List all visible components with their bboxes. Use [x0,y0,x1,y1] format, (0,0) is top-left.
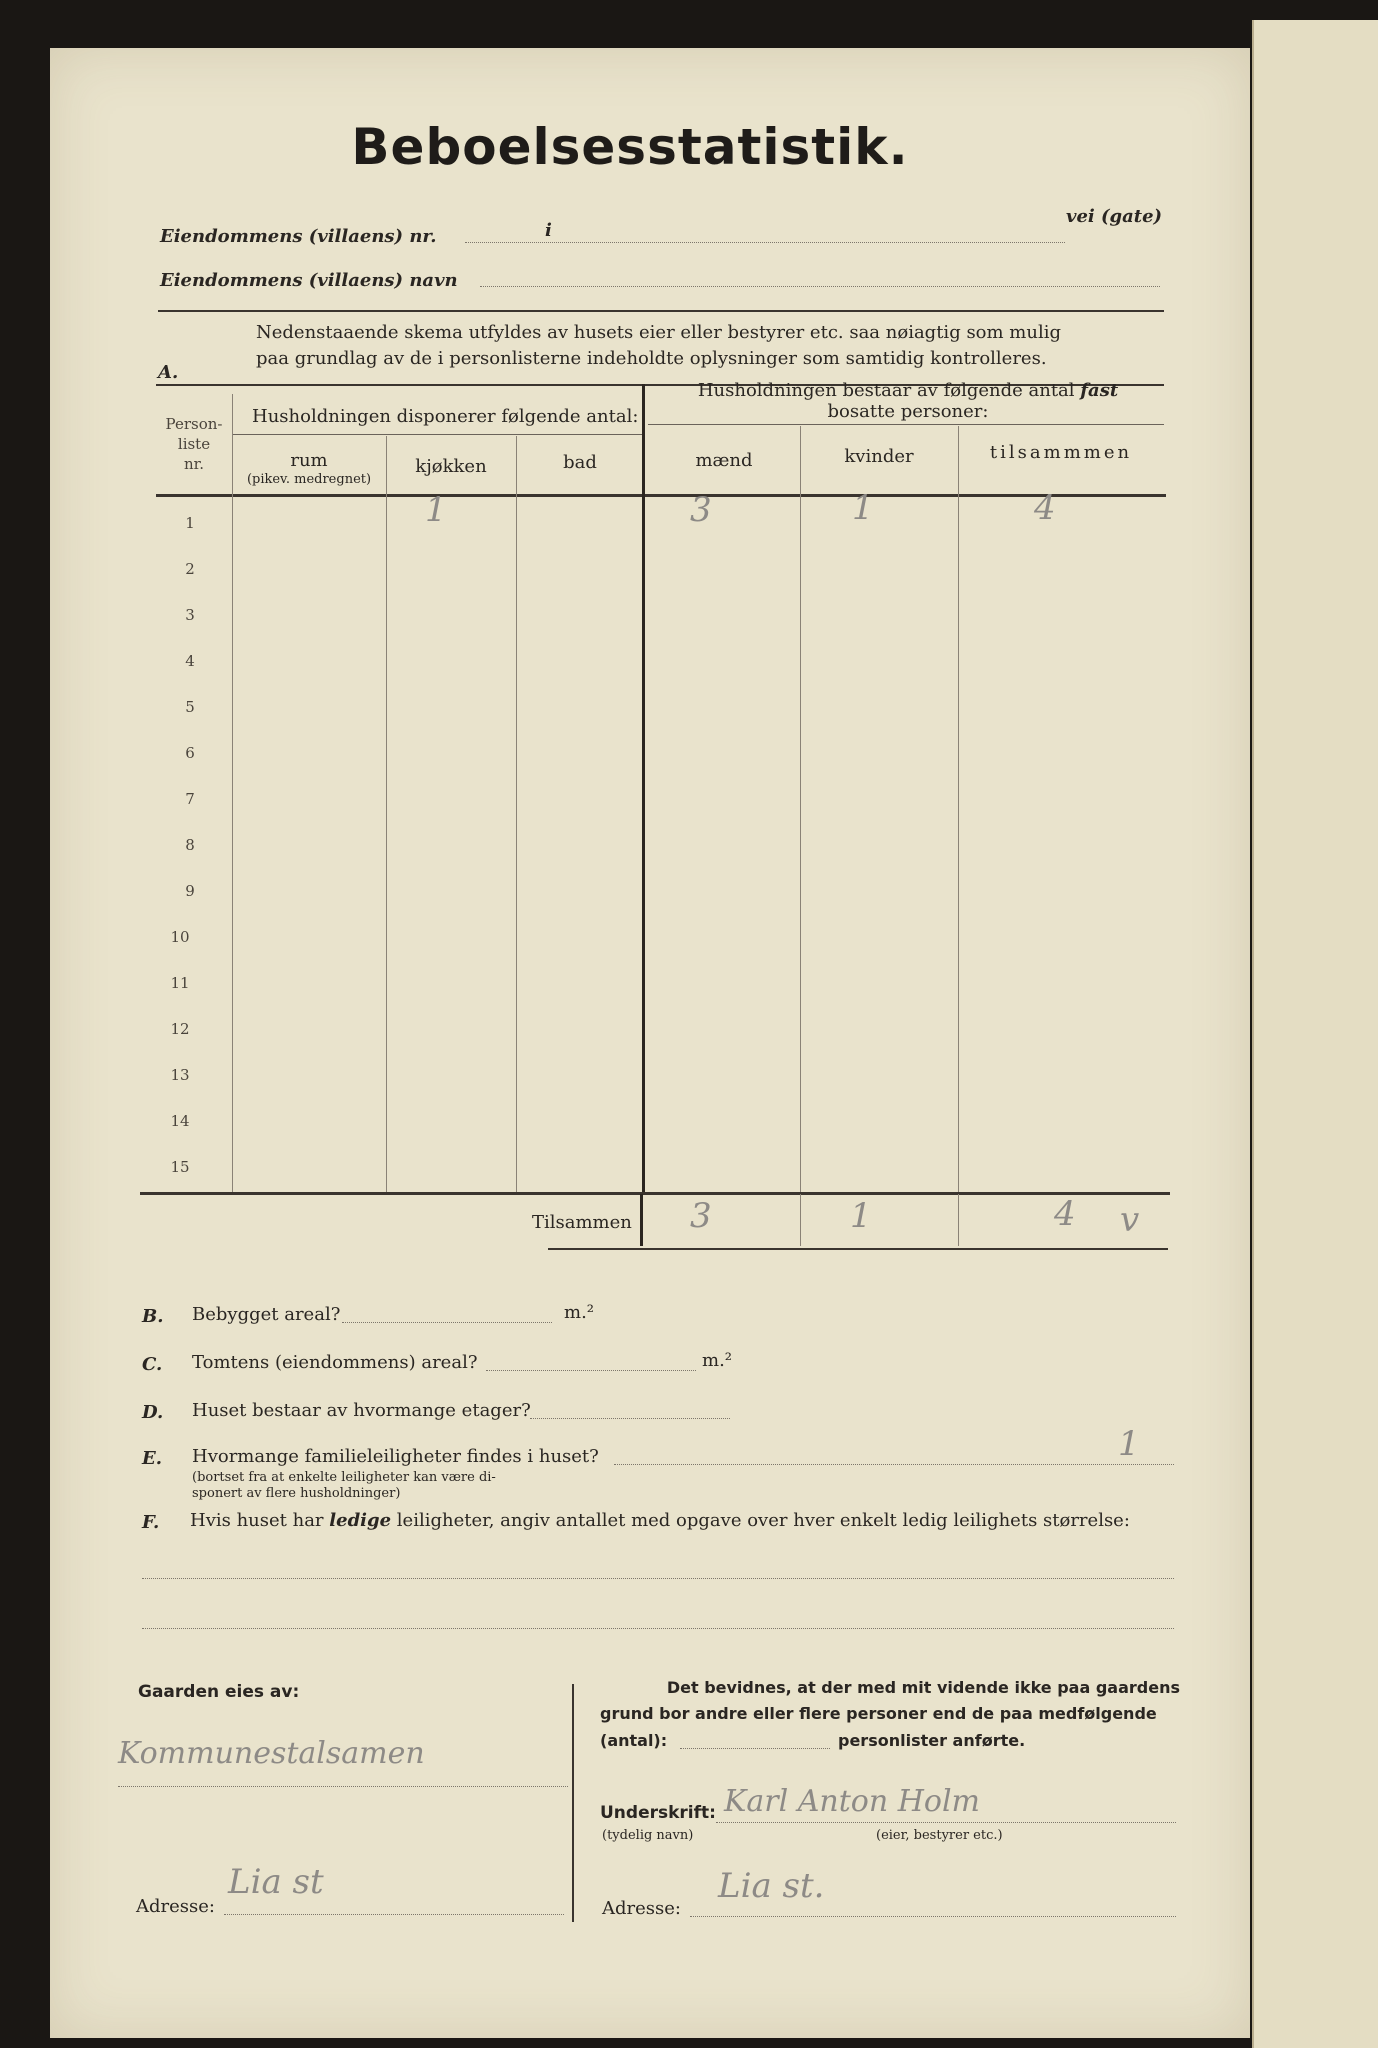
row-number: 7 [185,790,195,808]
header-rule [158,310,1164,312]
certification-line1: Det bevidnes, at der med mit vidende ikke paa gaardens [666,1678,1180,1697]
total-rule [548,1248,1168,1250]
row1-kjokken-value: 1 [425,490,447,530]
in-label: i [545,220,552,241]
right-address-value: Lia st. [718,1866,825,1906]
question-b-text: Bebygget areal? [192,1304,341,1325]
row-number: 10 [170,928,190,946]
signature-label: Underskrift: [600,1803,716,1823]
total-kvinder-value: 1 [850,1196,872,1236]
row-number: 13 [170,1066,190,1084]
question-f-text-b: leiligheter, angiv antallet med opgave over hver enkelt ledig leilighets størrelse: [396,1510,1130,1531]
section-a-line1: Nedenstaaende skema utfyldes av husets eier eller bestyrer etc. saa nøiagtig som mulig [256,322,1061,343]
question-e-line [614,1464,1174,1465]
group1-rule [232,434,644,435]
question-e-answer: 1 [1118,1424,1140,1464]
row-number: 1 [185,514,195,532]
signature-value: Karl Anton Holm [724,1784,980,1819]
footer-divider [572,1684,574,1922]
page-title: Beboelsesstatistik. [351,118,909,176]
row-number: 6 [185,744,195,762]
group2-header-a: Husholdningen bestaar av følgende antal [697,380,1075,401]
total-divider-2 [800,1194,801,1246]
owner-label: Gaarden eies av: [138,1682,300,1702]
property-number-line [465,242,1065,243]
total-maend-value: 3 [690,1196,712,1236]
question-e-text: Hvormange familieleiligheter findes i huset? [192,1446,599,1467]
question-e-letter: E. [142,1448,162,1469]
col-rum-header: rum [290,450,328,471]
col-maend-header: mænd [695,450,753,471]
col-kvinder-header: kvinder [844,446,914,467]
group2-header [648,380,1168,422]
group1-header: Husholdningen disponerer følgende antal: [252,406,639,427]
col-kjokken-header: kjøkken [415,456,487,477]
row-number: 12 [170,1020,190,1038]
col-divider-3 [516,436,517,1192]
question-f-text-a: Hvis huset har [190,1510,324,1531]
left-address-line [224,1914,564,1915]
left-address-label: Adresse: [136,1896,215,1917]
certification-line3b: personlister anførte. [838,1731,1026,1750]
row-number: 4 [185,652,195,670]
right-address-label: Adresse: [602,1898,681,1919]
property-name-line [480,286,1160,287]
signature-sub-right: (eier, bestyrer etc.) [876,1828,1003,1843]
row1-tilsammen-value: 4 [1034,488,1056,528]
question-b-letter: B. [142,1306,164,1327]
question-c-text: Tomtens (eiendommens) areal? [192,1352,478,1373]
certification-count-line [680,1748,830,1749]
question-f-text [190,1510,1180,1531]
left-address-value: Lia st [228,1862,324,1902]
col-divider-1 [232,394,233,1192]
section-a-letter: A. [158,362,179,383]
row1-maend-value: 3 [690,490,712,530]
right-address-line [690,1916,1176,1917]
property-number-label: Eiendommens (villaens) nr. [160,226,437,247]
question-d-line [530,1418,730,1419]
question-b-line [342,1322,552,1323]
row-number: 9 [185,882,195,900]
question-f-line-2 [142,1628,1174,1629]
total-tilsammen-value: 4 [1054,1194,1076,1234]
group-divider [642,384,645,1192]
row-number: 15 [170,1158,190,1176]
question-b-unit: m.² [564,1302,595,1323]
property-name-label: Eiendommens (villaens) navn [160,270,458,291]
total-divider [640,1194,643,1246]
street-label: vei (gate) [1066,206,1163,227]
next-page-edge [1252,20,1378,2048]
group2-header-b: bosatte personer: [827,401,989,422]
question-f-text-ledige: ledige [329,1510,392,1531]
table-bottom-rule [140,1192,1170,1195]
col-rum-sub-header: (pikev. medregnet) [246,472,372,487]
owner-value: Kommunestalsamen [118,1736,425,1771]
question-e-sub2: sponert av flere husholdninger) [192,1486,401,1501]
question-d-letter: D. [142,1402,164,1423]
row-number: 11 [170,974,190,992]
col-person-header: Person- liste nr. [165,415,223,473]
row-number: 5 [185,698,195,716]
total-divider-3 [958,1194,959,1246]
col-divider-4 [800,426,801,1192]
col-divider-5 [958,426,959,1192]
row-number: 14 [170,1112,190,1130]
owner-line [118,1786,568,1787]
section-a-line2: paa grundlag av de i personlisterne indeholdte oplysninger som samtidig kontrolleres. [256,348,1047,369]
col-tilsammen-header: tilsammmen [989,442,1133,463]
total-label: Tilsammen [532,1212,632,1233]
col-divider-2 [386,436,387,1192]
group2-header-fast: fast [1080,380,1119,401]
table-header-rule [156,494,1166,497]
question-d-text: Huset bestaar av hvormange etager? [192,1400,531,1421]
signature-sub-left: (tydelig navn) [602,1828,694,1843]
group2-rule [648,424,1164,425]
question-c-letter: C. [142,1354,163,1375]
row-number: 3 [185,606,195,624]
row1-kvinder-value: 1 [852,488,874,528]
col-bad-header: bad [563,452,597,473]
question-c-line [486,1370,696,1371]
question-f-line-1 [142,1578,1174,1579]
certification-line2: grund bor andre eller flere personer end de paa medfølgende [600,1704,1157,1723]
row-number: 2 [185,560,195,578]
question-c-unit: m.² [702,1350,733,1371]
certification-line3a: (antal): [600,1731,668,1750]
total-check-mark: v [1120,1200,1140,1240]
signature-line [716,1822,1176,1823]
row-number: 8 [185,836,195,854]
question-f-letter: F. [142,1512,160,1533]
question-e-sub1: (bortset fra at enkelte leiligheter kan være di- [192,1470,496,1485]
